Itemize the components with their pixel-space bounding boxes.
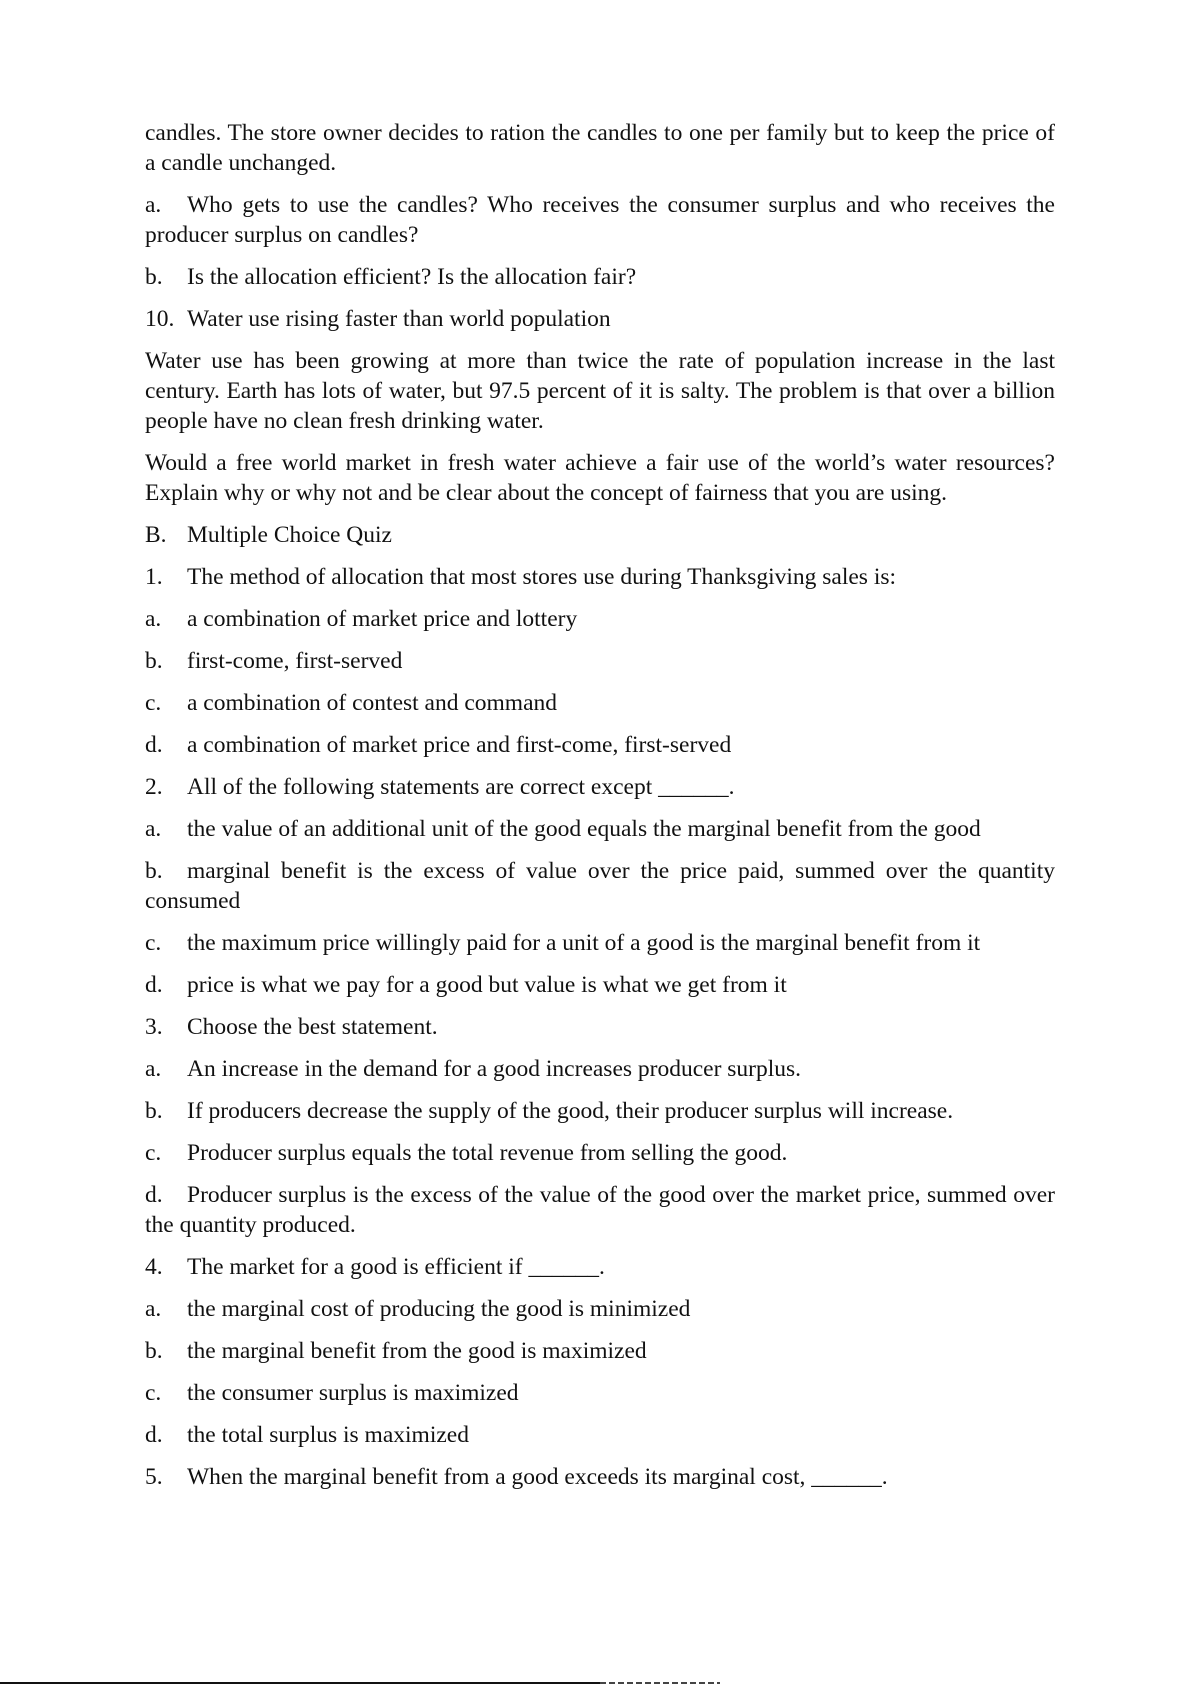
question-text: All of the following statements are correct except ______.: [187, 774, 735, 800]
option-text: the consumer surplus is maximized: [187, 1380, 519, 1406]
option-text: the marginal benefit from the good is maximized: [187, 1338, 647, 1364]
section-title: Multiple Choice Quiz: [187, 522, 392, 548]
option-label: b.: [145, 1098, 163, 1124]
option-text: the value of an additional unit of the good equals the marginal benefit from the good: [187, 816, 981, 842]
option-label: d.: [145, 972, 163, 998]
question-5: [145, 1462, 1055, 1492]
option-label: d.: [145, 732, 163, 758]
item-label: 10.: [145, 306, 175, 332]
question-3: [145, 1012, 1055, 1042]
option-text: If producers decrease the supply of the good, their producer surplus will increase.: [187, 1098, 954, 1124]
answer-option: [145, 1294, 1055, 1324]
option-label: b.: [145, 858, 163, 884]
item-label: a.: [145, 192, 162, 218]
page-bottom-rule: [0, 1682, 600, 1684]
answer-option: [145, 1054, 1055, 1084]
question-text: The method of allocation that most stores use during Thanksgiving sales is:: [187, 564, 897, 590]
item-text: Water use rising faster than world population: [187, 306, 611, 332]
option-label: c.: [145, 690, 162, 716]
question-number: 5.: [145, 1464, 163, 1490]
option-text: a combination of market price and first-come, first-served: [187, 732, 732, 758]
question-number: 2.: [145, 774, 163, 800]
answer-option: [145, 1138, 1055, 1168]
option-label: d.: [145, 1182, 163, 1208]
option-label: a.: [145, 1056, 162, 1082]
answer-option: [145, 604, 1055, 634]
question-10-paragraph-2: Would a free world market in fresh water achieve a fair use of the world’s water resources? Explain why or why not and be clear about the concept of fairness that you are using.: [145, 450, 1055, 506]
document-page: [145, 118, 1055, 1504]
answer-option: [145, 1420, 1055, 1450]
question-10-heading: [145, 304, 1055, 334]
question-10-paragraph-1: Water use has been growing at more than twice the rate of population increase in the last century. Earth has lots of water, but 97.5 percent of it is salty. The problem is that over a billion people have no clean fresh drinking water.: [145, 348, 1055, 434]
answer-option: [145, 1096, 1055, 1126]
question-2: [145, 772, 1055, 802]
option-text: first-come, first-served: [187, 648, 403, 674]
answer-option: [145, 928, 1055, 958]
option-text: a combination of market price and lottery: [187, 606, 578, 632]
option-label: c.: [145, 930, 162, 956]
option-label: b.: [145, 648, 163, 674]
option-label: a.: [145, 816, 162, 842]
option-label: d.: [145, 1422, 163, 1448]
option-label: b.: [145, 1338, 163, 1364]
option-text: Producer surplus equals the total revenue from selling the good.: [187, 1140, 788, 1166]
question-text: Choose the best statement.: [187, 1014, 438, 1040]
question-text: When the marginal benefit from a good exceeds its marginal cost, ______.: [187, 1464, 888, 1490]
answer-option: [145, 1378, 1055, 1408]
option-text: price is what we pay for a good but value is what we get from it: [187, 972, 787, 998]
item-text: Is the allocation efficient? Is the allocation fair?: [187, 264, 637, 290]
section-heading: [145, 520, 1055, 550]
option-label: a.: [145, 606, 162, 632]
answer-option: [145, 688, 1055, 718]
section-label: B.: [145, 522, 167, 548]
intro-item-a: [145, 190, 1055, 250]
question-4: [145, 1252, 1055, 1282]
answer-option: [145, 970, 1055, 1000]
question-text: The market for a good is efficient if ______.: [187, 1254, 605, 1280]
option-text: the marginal cost of producing the good is minimized: [187, 1296, 691, 1322]
item-text: Who gets to use the candles? Who receives the consumer surplus and who receives the producer surplus on candles?: [145, 192, 1055, 248]
option-label: c.: [145, 1140, 162, 1166]
option-label: a.: [145, 1296, 162, 1322]
option-text: An increase in the demand for a good increases producer surplus.: [187, 1056, 802, 1082]
intro-item-b: [145, 262, 1055, 292]
option-text: Producer surplus is the excess of the value of the good over the market price, summed over the quantity produced.: [145, 1182, 1055, 1238]
option-text: the total surplus is maximized: [187, 1422, 469, 1448]
answer-option: [145, 646, 1055, 676]
question-number: 4.: [145, 1254, 163, 1280]
page-bottom-rule-dashed: [600, 1682, 720, 1684]
question-list: [145, 562, 1055, 1492]
option-label: c.: [145, 1380, 162, 1406]
question-number: 3.: [145, 1014, 163, 1040]
answer-option: [145, 1336, 1055, 1366]
answer-option: [145, 1180, 1055, 1240]
intro-paragraph: candles. The store owner decides to ration the candles to one per family but to keep the price of a candle unchanged.: [145, 120, 1055, 176]
answer-option: [145, 856, 1055, 916]
answer-option: [145, 814, 1055, 844]
answer-option: [145, 730, 1055, 760]
question-1: [145, 562, 1055, 592]
item-label: b.: [145, 264, 163, 290]
option-text: the maximum price willingly paid for a unit of a good is the marginal benefit from it: [187, 930, 981, 956]
option-text: marginal benefit is the excess of value over the price paid, summed over the quantity consumed: [145, 858, 1055, 914]
question-number: 1.: [145, 564, 163, 590]
option-text: a combination of contest and command: [187, 690, 558, 716]
